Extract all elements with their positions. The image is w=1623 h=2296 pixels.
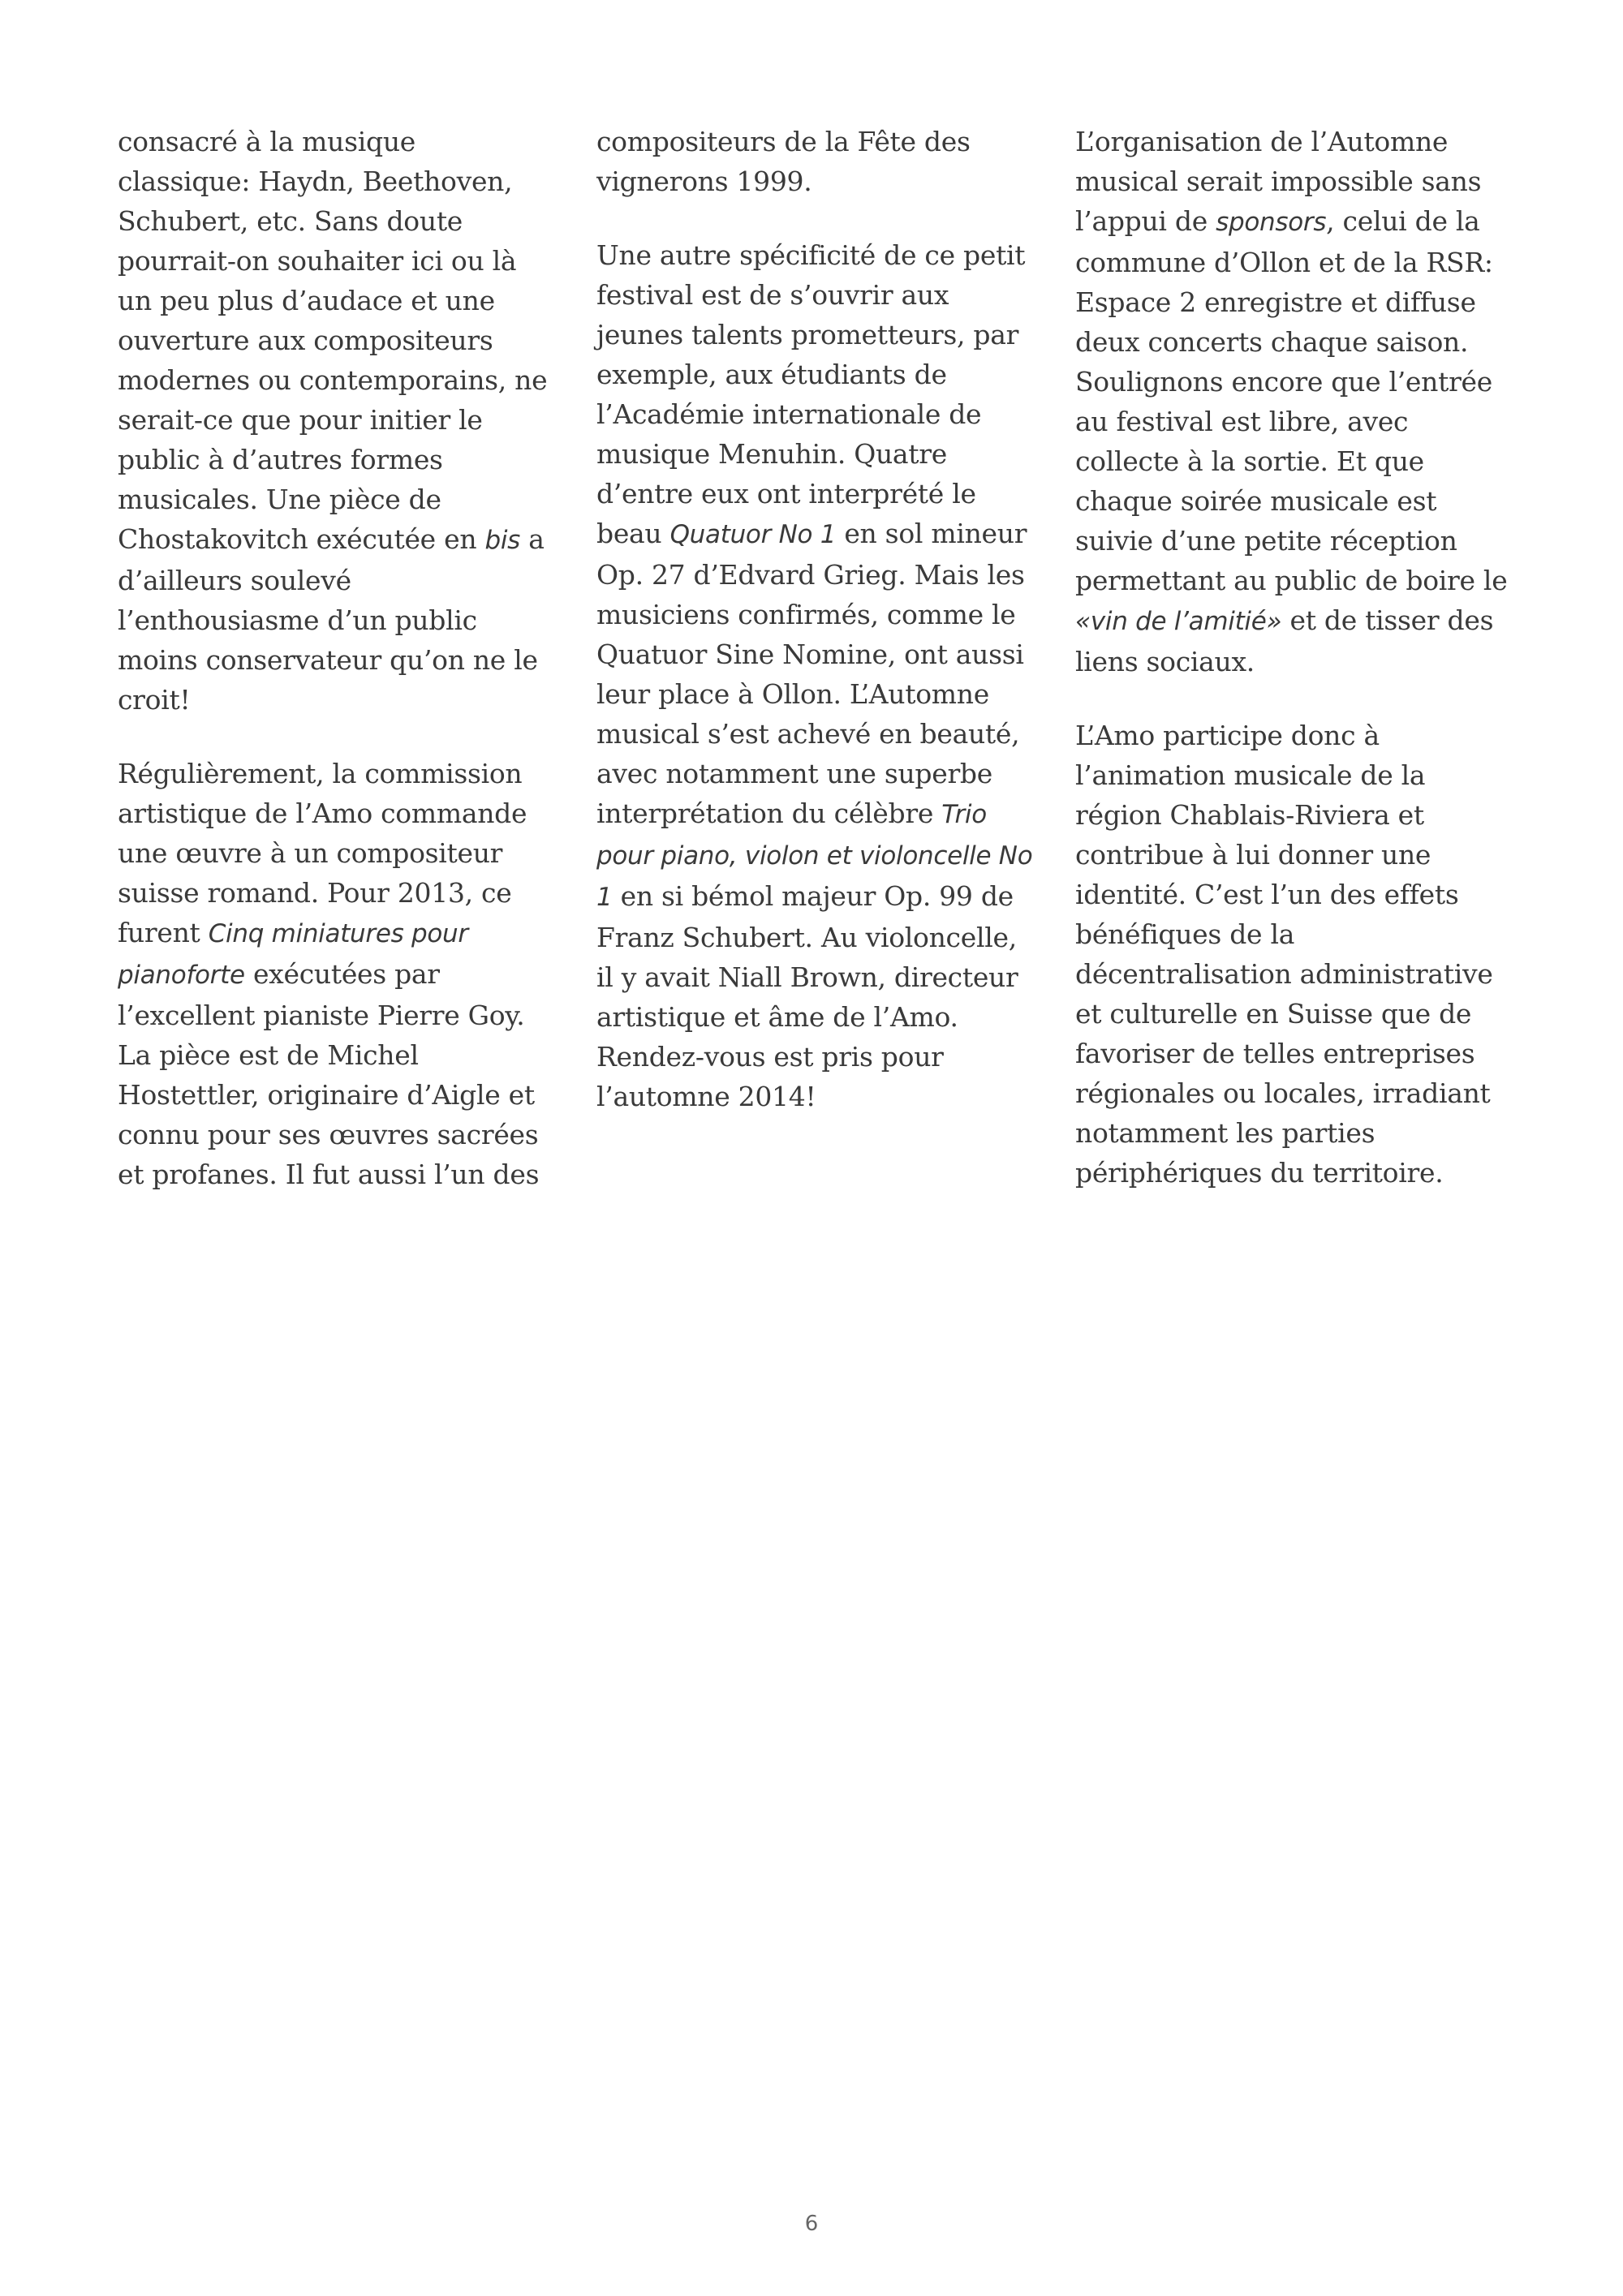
text-segment: en si bémol majeur Op. 99 de Franz Schubert. Au violoncelle, il y avait Niall Brown, directeur artistique et âme de l’Amo. Rendez-vous est pris pour l’automne 2014! [596, 880, 1018, 1112]
paragraph [1075, 122, 1513, 681]
text-segment: en sol mineur Op. 27 d’Edvard Grieg. Mais les musiciens confirmés, comme le Quatuor Sine Nomine, ont aussi leur place à Ollon. L’Automne musical s’est achevé en beauté, avec notamment une superbe interprétation du célèbre [596, 518, 1027, 829]
text-segment: Régulièrement, la commission artistique de l’Amo commande une œuvre à un compositeur suisse romand. Pour 2013, ce furent [118, 758, 527, 948]
column-1 [118, 122, 556, 1274]
text-segment: L’Amo participe donc à l’animation musicale de la région Chablais-Riviera et contribue à lui donner une identité. C’est l’un des effets bénéfiques de la décentralisation administrative et culturelle en Suisse que de favoriser de telles entreprises régionales ou locales, irradiant notamment les parties périphériques du territoire. [1075, 720, 1493, 1189]
page-number: 6 [804, 2212, 819, 2236]
article-columns [118, 122, 1513, 1274]
text-segment: Une autre spécificité de ce petit festival est de s’ouvrir aux jeunes talents prometteurs, par exemple, aux étudiants de l’Académie internationale de musique Menuhin. Quatre d’entre eux ont interprété le beau [596, 239, 1026, 549]
italic-segment: «vin de l’amitié» [1075, 607, 1282, 636]
italic-segment: bis [484, 526, 521, 555]
paragraph [1075, 716, 1513, 1193]
text-segment: L’organisation de l’Automne musical serait impossible sans l’appui de [1075, 126, 1482, 237]
italic-segment: Quatuor No 1 [669, 520, 837, 549]
text-segment: consacré à la musique classique: Haydn, Beethoven, Schubert, etc. Sans doute pourrait-on souhaiter ici ou là un peu plus d’audace et une ouverture aux compositeurs modernes ou contemporains, ne serait-ce que pour initier le public à d’autres formes musicales. Une pièce de Chostakovitch exécutée en [118, 126, 548, 555]
text-segment: , celui de la commune d’Ollon et de la RSR: Espace 2 enregistre et diffuse deux concerts chaque saison. Soulignons encore que l’entrée au festival est libre, avec collecte à la sortie. Et que chaque soirée musicale est suivie d’une petite réception permettant au public de boire le [1075, 205, 1508, 596]
italic-segment: Cinq miniatures pour pianoforte [118, 919, 468, 990]
text-segment: et de tisser des liens sociaux. [1075, 604, 1494, 677]
text-segment: exécutées par l’excellent pianiste Pierre Goy. La pièce est de Michel Hostettler, originaire d’Aigle et connu pour ses œuvres sacrées et profanes. Il fut aussi l’un des [118, 958, 540, 1190]
column-3 [1075, 122, 1513, 1274]
paragraph [596, 122, 1035, 201]
column-2 [596, 122, 1035, 1274]
paragraph [118, 122, 556, 720]
text-segment: a d’ailleurs soulevé l’enthousiasme d’un public moins conservateur qu’on ne le croit! [118, 523, 545, 716]
paragraph [596, 235, 1035, 1116]
italic-segment: sponsors [1216, 208, 1327, 237]
text-segment: compositeurs de la Fête des vignerons 1999. [596, 126, 971, 197]
italic-segment: Trio pour piano, violon et violoncelle No 1 [596, 800, 1033, 912]
paragraph [118, 754, 556, 1194]
